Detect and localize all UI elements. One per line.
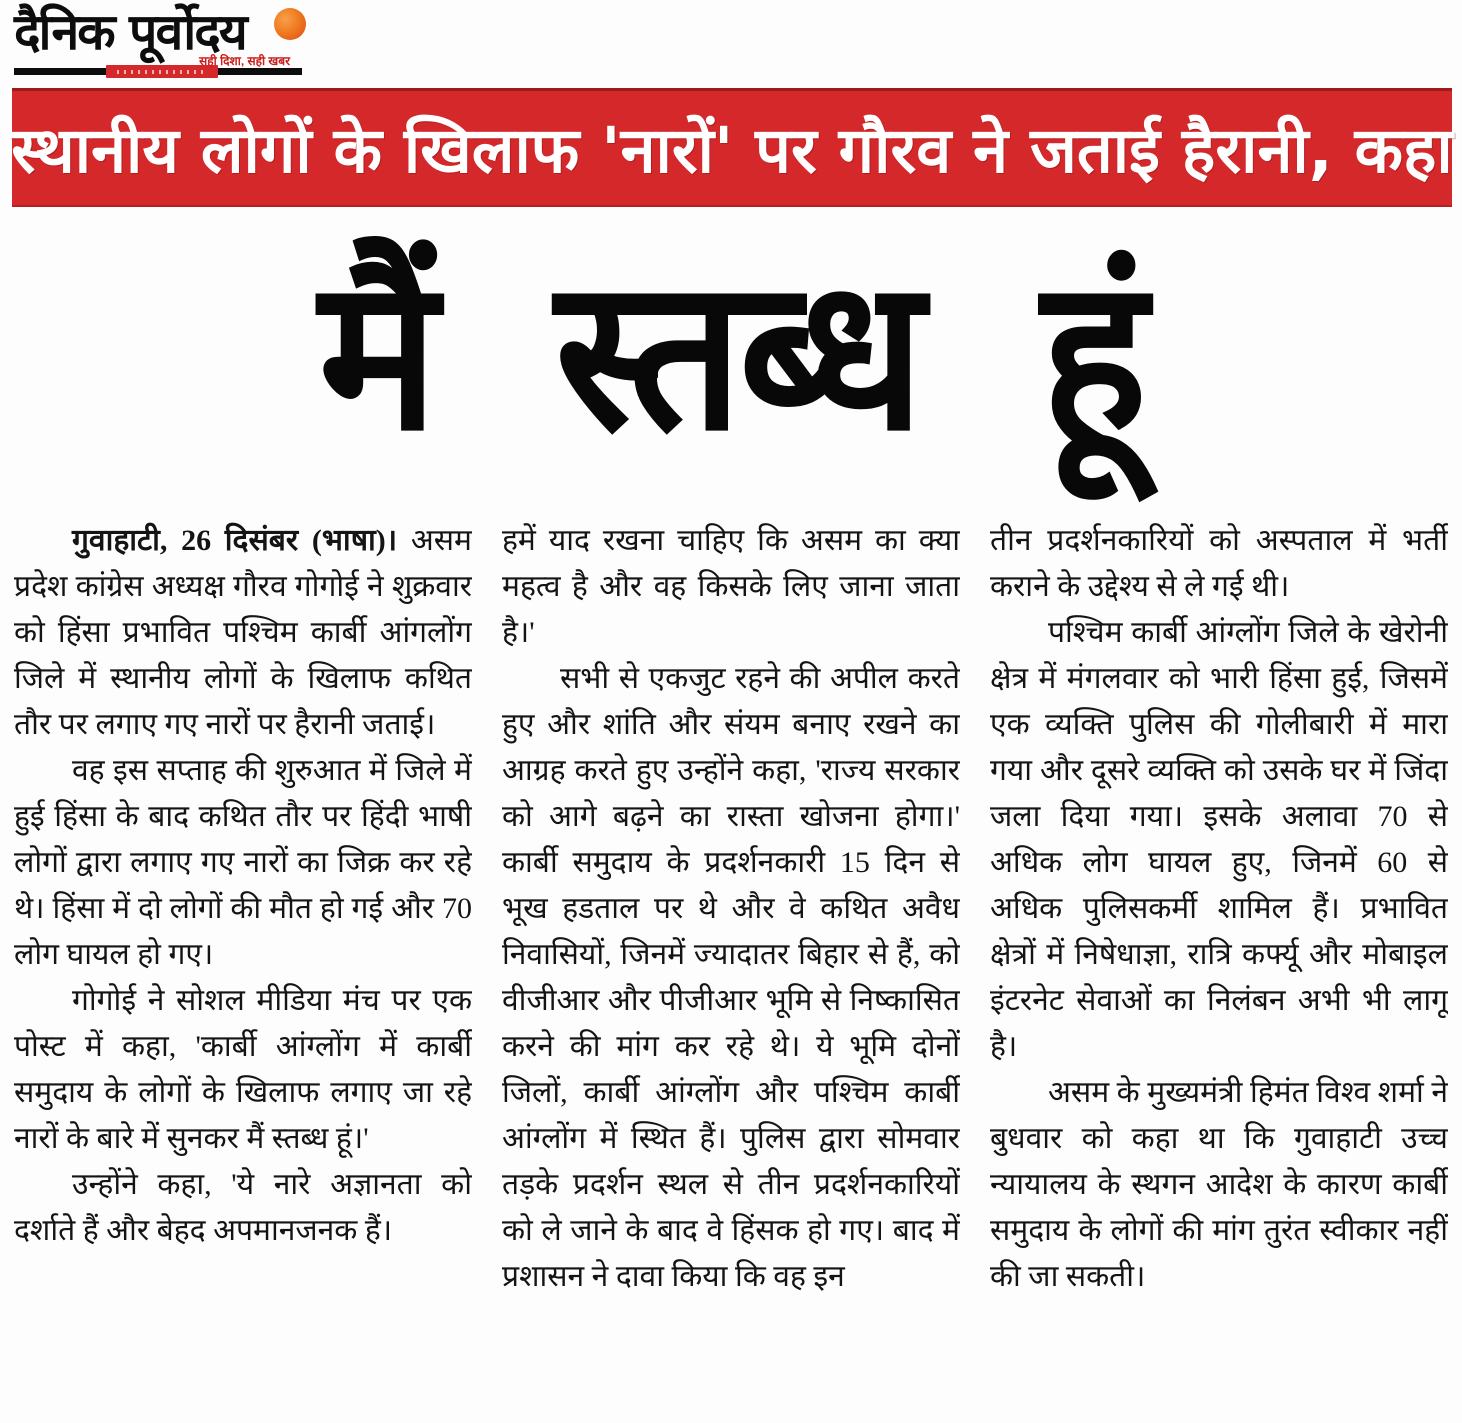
masthead-tagline: सही दिशा, सही खबर	[199, 54, 290, 68]
main-headline	[0, 200, 1462, 512]
column-3	[990, 518, 1448, 1423]
paragraph: तीन प्रदर्शनकारियों को अस्पताल में भर्ती कराने के उद्देश्य से ले गई थी।	[990, 524, 1448, 603]
paragraph: उन्होंने कहा, 'ये नारे अज्ञानता को दर्शाते हैं और बेहद अपमानजनक हैं।	[14, 1168, 472, 1247]
paragraph-text: असम प्रदेश कांग्रेस अध्यक्ष गौरव गोगोई ने शुक्रवार को हिंसा प्रभावित पश्चिम कार्बी आंगलोंग जिले में स्थानीय लोगों के खिलाफ कथित तौर पर लगाए गए नारों पर हैरानी जताई।	[14, 524, 472, 741]
column-2	[502, 518, 960, 1423]
paragraph: हमें याद रखना चाहिए कि असम का क्या महत्व है और वह किसके लिए जाना जाता है।'	[502, 524, 960, 649]
dateline: गुवाहाटी, 26 दिसंबर (भाषा)।	[72, 524, 398, 557]
masthead	[14, 4, 304, 84]
paragraph: गोगोई ने सोशल मीडिया मंच पर एक पोस्ट में कहा, 'कार्बी आंग्लोंग में कार्बी समुदाय के लोगों के खिलाफ लगाए जा रहे नारों के बारे में सुनकर मैं स्तब्ध हूं।'	[14, 984, 472, 1155]
article-body	[14, 518, 1448, 1423]
column-1	[14, 518, 472, 1423]
paragraph: सभी से एकजुट रहने की अपील करते हुए और शांति और संयम बनाए रखने का आग्रह करते हुए उन्होंने कहा, 'राज्य सरकार को आगे बढ़ने का रास्ता खोजना होगा।' कार्बी समुदाय के प्रदर्शनकारी 15 दिन से भूख हडताल पर थे और वे कथित अवैध निवासियों, जिनमें ज्यादातर बिहार से हैं, को वीजीआर और पीजीआर भूमि से निष्कासित करने की मांग कर रहे थे। ये भूमि दोनों जिलों, कार्बी आंग्लोंग और पश्चिम कार्बी आंग्लोंग में स्थित हैं। पुलिस द्वारा सोमवार तड़के प्रदर्शन स्थल से तीन प्रदर्शनकारियों को ले जाने के बाद वे हिंसक हो गए। बाद में प्रशासन ने दावा किया कि वह इन	[502, 662, 960, 1293]
kicker-text: स्थानीय लोगों के खिलाफ 'नारों' पर गौरव ने जताई हैरानी, कहा	[11, 113, 1453, 187]
main-headline-text: मैं स्तब्ध हूं	[318, 233, 1144, 478]
paragraph: पश्चिम कार्बी आंग्लोंग जिले के खेरोनी क्षेत्र में मंगलवार को भारी हिंसा हुई, जिसमें एक व्यक्ति पुलिस की गोलीबारी में मारा गया और दूसरे व्यक्ति को उसके घर में जिंदा जला दिया गया। इसके अलावा 70 से अधिक लोग घायल हुए, जिनमें 60 से अधिक पुलिसकर्मी शामिल हैं। प्रभावित क्षेत्रों में निषेधाज्ञा, रात्रि कर्फ्यू और मोबाइल इंटरनेट सेवाओं का निलंबन अभी भी लागू है।	[990, 616, 1448, 1063]
paragraph	[14, 518, 472, 748]
paragraph: वह इस सप्ताह की शुरुआत में जिले में हुई हिंसा के बाद कथित तौर पर हिंदी भाषी लोगों द्वारा लगाए गए नारों का जिक्र कर रहे थे। हिंसा में दो लोगों की मौत हो गई और 70 लोग घायल हो गए।	[14, 754, 472, 971]
paragraph: असम के मुख्यमंत्री हिमंत विश्व शर्मा ने बुधवार को कहा था कि गुवाहाटी उच्च न्यायालय के स्थगन आदेश के कारण कार्बी समुदाय के लोगों की मांग तुरंत स्वीकार नहीं की जा सकती।	[990, 1076, 1448, 1293]
newspaper-logo: दैनिक पूर्वोदय	[14, 3, 246, 61]
kicker-banner	[12, 88, 1452, 207]
